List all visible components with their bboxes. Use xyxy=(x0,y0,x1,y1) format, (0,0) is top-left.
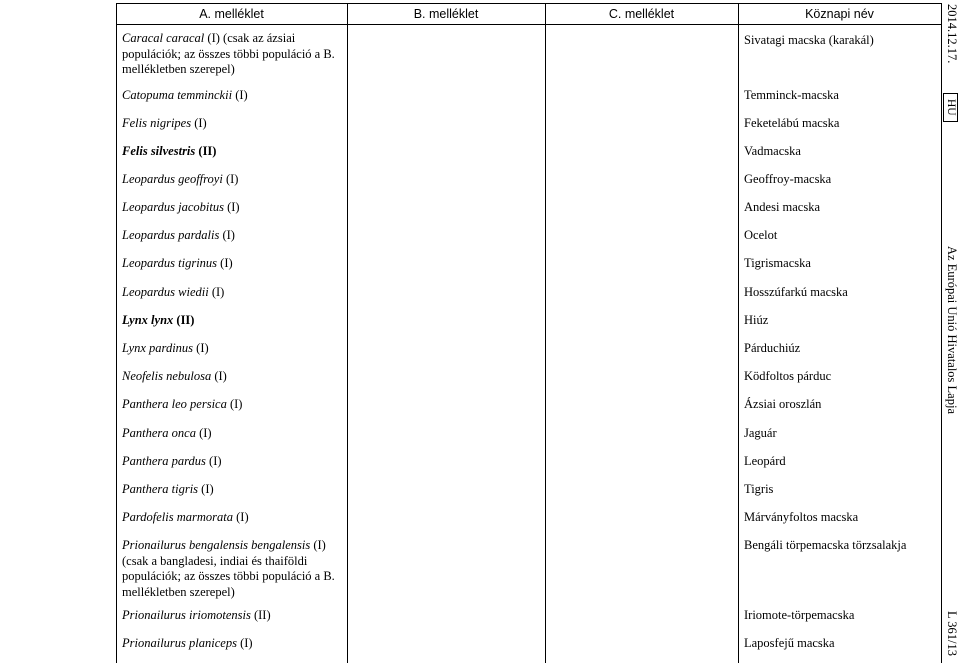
common-name-cell: Sivatagi macska (karakál) xyxy=(744,33,874,47)
common-name-cell: Márványfoltos macska xyxy=(744,510,859,524)
common-name-cell: Temminck-macska xyxy=(744,88,839,102)
species-cell: Catopuma temminckii (I) xyxy=(122,88,248,102)
column-divider-a-b xyxy=(347,3,348,663)
species-cell: Panthera tigris (I) xyxy=(122,482,214,496)
journal-sidebar xyxy=(942,0,960,663)
species-cell: Prionailurus iriomotensis (II) xyxy=(122,608,271,622)
species-cell: Lynx lynx (II) xyxy=(122,313,195,327)
column-divider-b-c xyxy=(545,3,546,663)
species-cell: Panthera onca (I) xyxy=(122,426,212,440)
species-cell: Leopardus tigrinus (I) xyxy=(122,256,233,270)
header-col-c: C. melléklet xyxy=(608,7,675,21)
species-cell: Prionailurus planiceps (I) xyxy=(122,636,253,650)
common-name-cell: Ázsiai oroszlán xyxy=(744,397,822,411)
common-name-cell: Geoffroy-macska xyxy=(744,172,832,186)
species-cell: Felis silvestris (II) xyxy=(122,144,217,158)
header-col-a: A. melléklet xyxy=(199,7,264,21)
header-col-b: B. melléklet xyxy=(413,7,479,21)
species-cell: Panthera leo persica (I) xyxy=(122,397,243,411)
species-cell: Caracal caracal (I) (csak az ázsiai populációk; az összes többi populáció a B. mellékletben szerepel) xyxy=(122,31,335,76)
species-cell: Neofelis nebulosa (I) xyxy=(122,369,227,383)
common-name-cell: Bengáli törpemacska törzsalakja xyxy=(744,538,907,552)
common-name-cell: Hosszúfarkú macska xyxy=(744,285,848,299)
common-name-cell: Ocelot xyxy=(744,228,778,242)
species-cell: Prionailurus bengalensis bengalensis (I) (csak a bangladesi, indiai és thaiföldi populációk; az összes többi populáció a B. mellékletben szerepel) xyxy=(122,538,335,599)
header-rule xyxy=(116,24,942,25)
common-name-cell: Laposfejű macska xyxy=(744,636,835,650)
species-cell: Felis nigripes (I) xyxy=(122,116,207,130)
common-name-cell: Andesi macska xyxy=(744,200,821,214)
journal-title: Az Európai Unió Hivatalos Lapja xyxy=(945,246,959,415)
species-cell: Lynx pardinus (I) xyxy=(122,341,209,355)
common-name-cell: Tigrismacska xyxy=(744,256,811,270)
common-name-cell: Vadmacska xyxy=(744,144,801,158)
common-name-cell: Iriomote-törpemacska xyxy=(744,608,855,622)
common-name-cell: Párduchiúz xyxy=(744,341,801,355)
common-name-cell: Leopárd xyxy=(744,454,786,468)
species-cell: Leopardus geoffroyi (I) xyxy=(122,172,239,186)
table-top-rule xyxy=(116,3,942,4)
common-name-cell: Ködfoltos párduc xyxy=(744,369,832,383)
page-reference: L 361/13 xyxy=(945,611,959,657)
common-name-cell: Feketelábú macska xyxy=(744,116,840,130)
common-name-cell: Hiúz xyxy=(744,313,769,327)
species-cell: Leopardus jacobitus (I) xyxy=(122,200,240,214)
table-border-left xyxy=(116,3,117,663)
species-cell: Leopardus wiedii (I) xyxy=(122,285,225,299)
common-name-cell: Jaguár xyxy=(744,426,777,440)
species-cell: Pardofelis marmorata (I) xyxy=(122,510,249,524)
column-divider-c-common xyxy=(738,3,739,663)
species-cell: Leopardus pardalis (I) xyxy=(122,228,235,242)
publication-date: 2014.12.17. xyxy=(945,4,959,64)
header-col-common: Köznapi név xyxy=(805,7,874,21)
language-badge: HU xyxy=(943,93,958,122)
common-name-cell: Tigris xyxy=(744,482,774,496)
species-cell: Panthera pardus (I) xyxy=(122,454,222,468)
